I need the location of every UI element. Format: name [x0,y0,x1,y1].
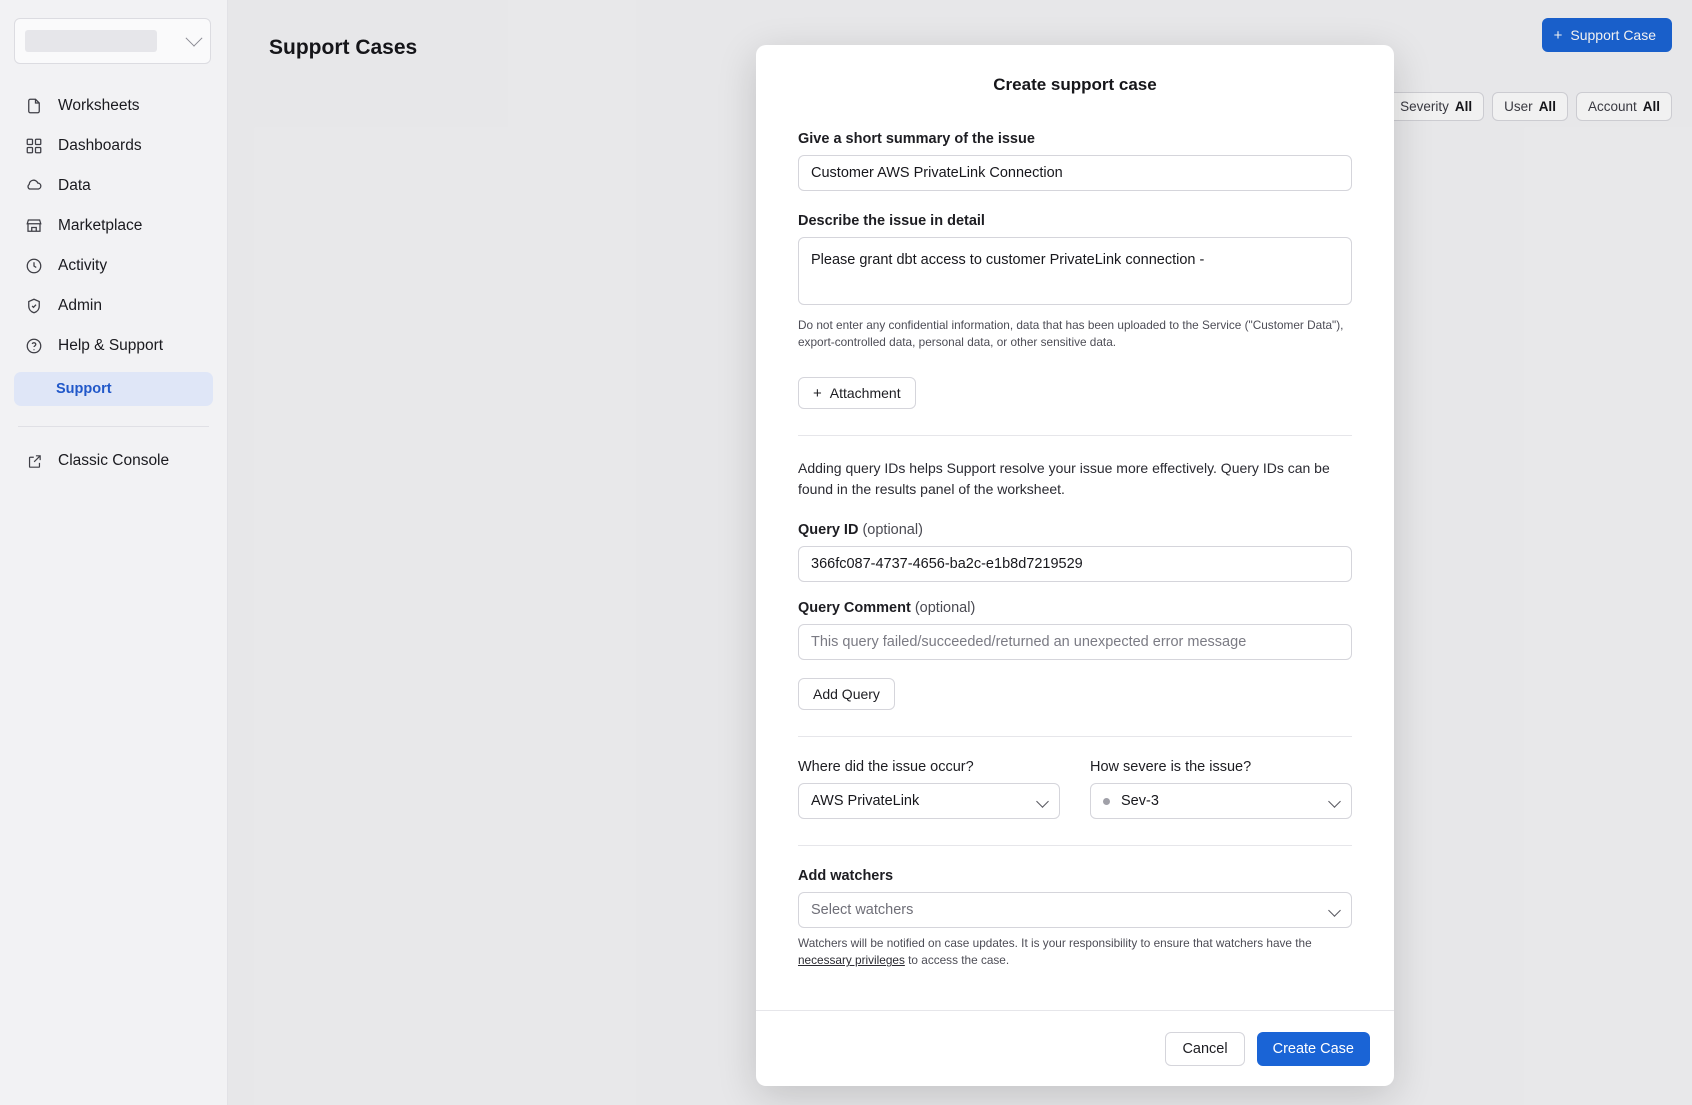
add-support-case-label: Support Case [1570,27,1656,43]
watchers-label: Add watchers [798,868,894,885]
dialog-body [756,45,1394,1010]
issue-severity-select[interactable] [1090,783,1352,819]
sidebar-item-label: Admin [58,297,102,314]
watchers-helper-suffix: to access the case. [904,953,1010,968]
account-filter-label: Account [1587,99,1637,114]
create-case-button[interactable]: Create Case [1257,1032,1370,1066]
chevron-down-icon [1328,904,1341,917]
watchers-placeholder: Select watchers [811,902,914,919]
sidebar-item-label: Activity [58,257,108,274]
sidebar-item-label: Dashboards [58,137,142,154]
description-textarea[interactable] [798,237,1352,305]
sidebar [0,0,228,1105]
watchers-select[interactable] [798,892,1352,928]
clock-icon [24,256,44,276]
main-content [228,0,1692,1105]
sidebar-item-worksheets[interactable] [14,86,213,126]
watchers-helper-prefix: Watchers will be notified on case updates. It is your responsibility to ensure that watchers have the [798,936,1312,951]
create-support-case-dialog [756,45,1394,1086]
severity-dot-icon [1103,798,1110,805]
account-filter-value: All [1642,99,1660,114]
add-attachment-button[interactable] [798,377,916,409]
sidebar-item-classic-console[interactable] [14,441,213,481]
user-filter-label: User [1504,99,1533,114]
chevron-down-icon [1328,795,1341,808]
query-id-label-text: Query ID [798,522,859,539]
add-query-label: Add Query [813,686,880,703]
issue-location-value: AWS PrivateLink [811,793,920,810]
summary-input[interactable] [798,155,1352,191]
summary-label: Give a short summary of the issue [798,131,1035,147]
store-icon [24,216,44,236]
sidebar-footer-nav [0,441,227,481]
chevron-down-icon [186,30,203,47]
sidebar-item-help-and-support[interactable] [14,326,213,366]
user-filter-value: All [1538,99,1556,114]
account-switcher[interactable] [14,18,211,64]
query-comment-input[interactable] [798,624,1352,660]
sidebar-subitem-label: Support [56,381,112,397]
dialog-title: Create support case [993,75,1157,94]
sidebar-divider [18,426,209,427]
sidebar-item-marketplace[interactable] [14,206,213,246]
query-id-optional-text: (optional) [858,522,923,539]
watchers-helper-text [798,935,1352,969]
query-id-input[interactable] [798,546,1352,582]
severity-filter-label: Severity [1400,99,1449,114]
query-section-intro: Adding query IDs helps Support resolve your issue more effectively. Query IDs can be found in the results panel of the worksheet. [798,460,1330,498]
sidebar-item-label: Worksheets [58,97,140,114]
sidebar-item-support[interactable] [14,372,213,406]
cancel-button[interactable]: Cancel [1165,1032,1244,1066]
cloud-icon [24,176,44,196]
sidebar-item-label: Marketplace [58,217,143,234]
page-title: Support Cases [269,36,418,60]
sidebar-item-activity[interactable] [14,246,213,286]
query-comment-label [798,600,1352,616]
description-helper-text: Do not enter any confidential information, data that has been uploaded to the Service ("Customer Data"), export-controlled data, personal data, or other sensitive data. [798,318,1344,350]
issue-severity-field [1090,759,1352,819]
document-icon [24,96,44,116]
issue-location-select[interactable] [798,783,1060,819]
divider [798,435,1352,436]
severity-filter-value: All [1454,99,1473,114]
sidebar-item-dashboards[interactable] [14,126,213,166]
plus-icon: + [813,384,822,402]
add-query-button[interactable] [798,678,895,710]
shield-icon [24,296,44,316]
query-id-label [798,522,1352,538]
description-label: Describe the issue in detail [798,213,985,229]
sidebar-nav [0,86,227,366]
necessary-privileges-link[interactable]: necessary privileges [798,953,905,968]
add-attachment-label: Attachment [829,385,901,402]
chevron-down-icon [1036,795,1049,808]
sidebar-item-label: Data [58,177,91,194]
sidebar-item-label: Help & Support [58,337,164,354]
issue-severity-value: Sev-3 [1121,793,1159,810]
issue-severity-label: How severe is the issue? [1090,759,1252,776]
grid-icon [24,136,44,156]
external-link-icon [24,451,44,471]
divider [798,736,1352,737]
sidebar-item-label: Classic Console [58,452,170,469]
issue-location-field [798,759,1060,819]
issue-meta-row [798,759,1352,819]
sidebar-item-data[interactable] [14,166,213,206]
sidebar-item-admin[interactable] [14,286,213,326]
help-circle-icon [24,336,44,356]
plus-icon: + [1553,26,1563,44]
query-comment-label-text: Query Comment [798,600,911,617]
dialog-footer [756,1010,1394,1086]
divider [798,845,1352,846]
query-comment-optional-text: (optional) [910,600,976,617]
issue-location-label: Where did the issue occur? [798,759,974,776]
account-name-placeholder [25,30,157,52]
